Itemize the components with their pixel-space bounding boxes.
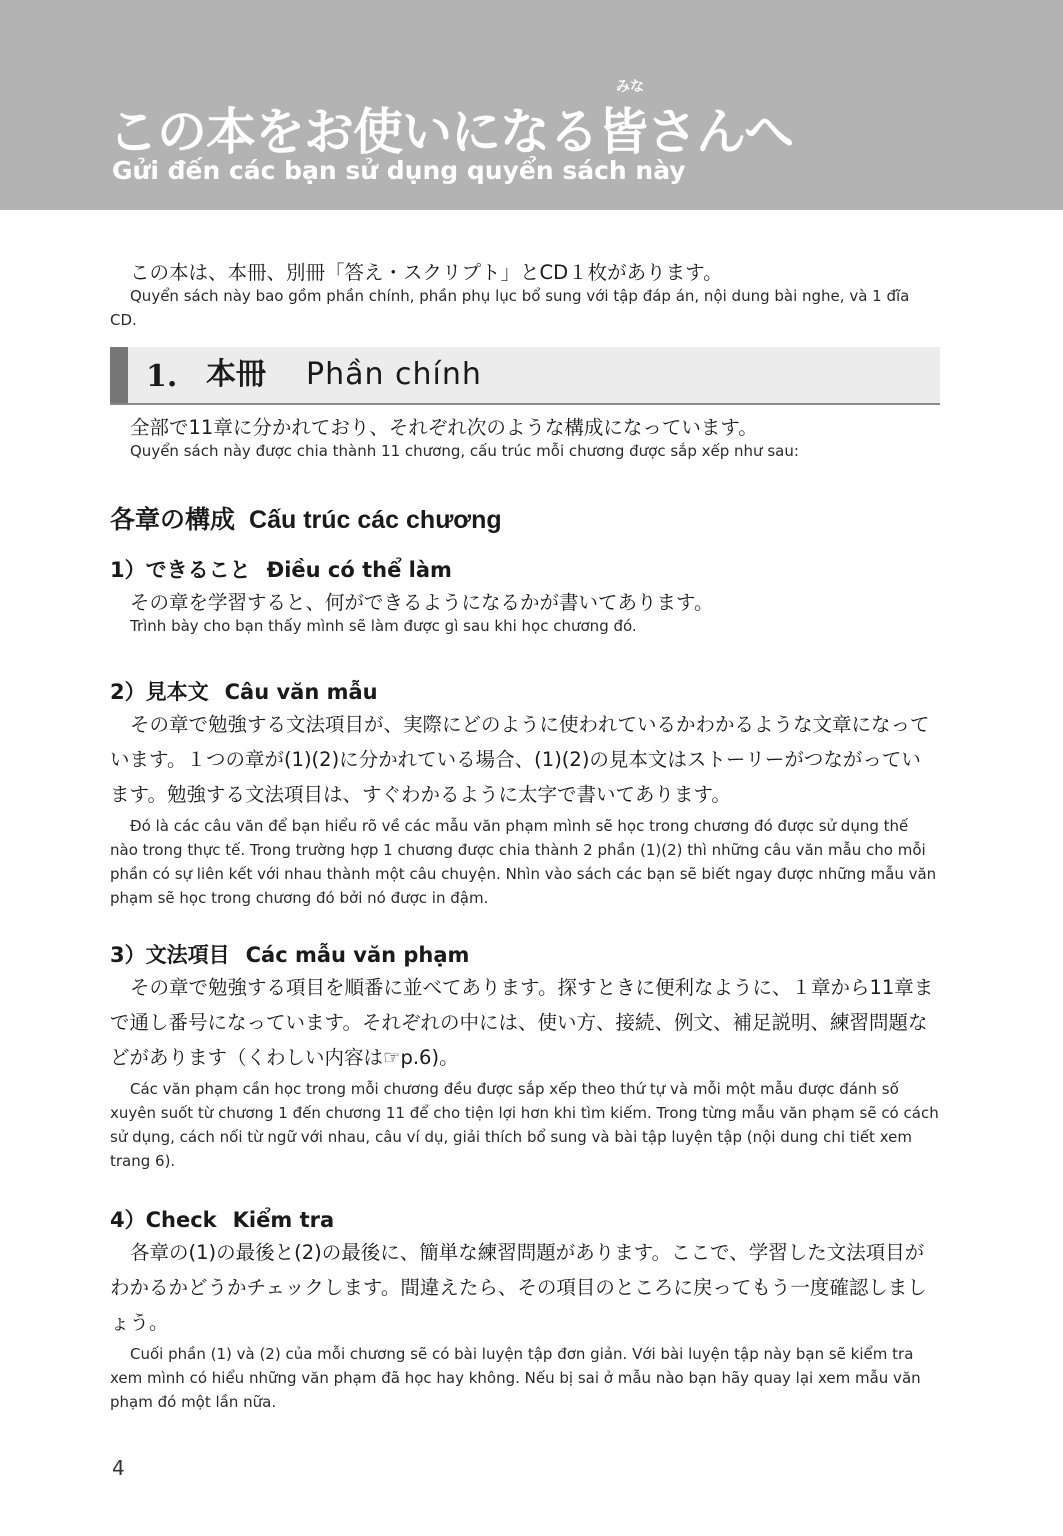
- intro-jp: この本は、本冊、別冊「答え・スクリプト」とCD１枚があります。: [130, 261, 723, 284]
- section-desc-vi: Quyển sách này được chia thành 11 chương, cấu trúc mỗi chương được sắp xếp như sau:: [130, 442, 799, 460]
- section-number: 1.: [146, 359, 178, 394]
- item-title-vi: Kiểm tra: [232, 1208, 335, 1232]
- item-number: 3）: [110, 943, 146, 967]
- section-heading-bar: [110, 347, 940, 405]
- item-heading: [110, 1205, 940, 1235]
- item-heading: [110, 677, 940, 707]
- item-title-jp: Check: [145, 1208, 217, 1232]
- item-body-vi: Các văn phạm cần học trong mỗi chương đều được sắp xếp theo thứ tự và mỗi một mẫu được đánh số xuyên suốt từ chương 1 đến chương 11 để cho tiện lợi hơn khi tìm kiếm. Trong từng mẫu văn phạm sẽ có cách sử dụng, cách nối từ ngữ với nhau, câu ví dụ, giải thích bổ sung và bài tập luyện tập (nội dung chi tiết xem trang 6).: [110, 1080, 939, 1170]
- page-title-vi: Gửi đến các bạn sử dụng quyển sách này: [112, 156, 686, 185]
- section-title-vi: Phần chính: [306, 357, 482, 392]
- item-number: 1）: [110, 558, 146, 582]
- section-title-jp: 本冊: [206, 357, 266, 392]
- section-desc: [110, 410, 940, 463]
- item-body-vi: Trình bày cho bạn thấy mình sẽ làm được gì sau khi học chương đó.: [130, 617, 637, 635]
- page-title-jp: この本をお使いになる皆さんへ: [108, 103, 793, 161]
- section-desc-jp: 全部で11章に分かれており、それぞれ次のような構成になっています。: [130, 416, 758, 439]
- intro-block: [110, 255, 940, 332]
- item-body-vi: Cuối phần (1) và (2) của mỗi chương sẽ có bài luyện tập đơn giản. Với bài luyện tập này bạn sẽ kiểm tra xem mình có hiểu những văn phạm đã học hay không. Nếu bị sai ở mẫu nào bạn hãy quay lại xem mẫu văn phạm đó một lần nữa.: [110, 1345, 921, 1411]
- item-title-jp: できること: [145, 558, 251, 582]
- title-ruby: みな: [616, 79, 644, 95]
- structure-title-vi: Cấu trúc các chương: [249, 506, 502, 534]
- item-title-vi: Điều có thể làm: [266, 558, 452, 582]
- item-title-vi: Các mẫu văn phạm: [245, 943, 470, 967]
- item-number: 2）: [110, 680, 146, 704]
- item-block: [110, 1205, 940, 1414]
- structure-title-jp: 各章の構成: [110, 505, 236, 534]
- page-header-band: [0, 0, 1063, 210]
- item-heading: [110, 940, 940, 970]
- item-title-jp: 文法項目: [145, 943, 230, 967]
- item-body-vi: Đó là các câu văn để bạn hiểu rõ về các mẫu văn phạm mình sẽ học trong chương đó được sử dụng thế nào trong thực tế. Trong trường hợp 1 chương được chia thành 2 phần (1)(2) thì những câu văn mẫu cho mỗi phần có sự liên kết với nhau thành một câu chuyện. Nhìn vào sách các bạn sẽ biết ngay được những mẫu văn phạm sẽ học trong chương đó bởi nó được in đậm.: [110, 817, 937, 907]
- section-stripe: [110, 347, 128, 403]
- item-body-jp: その章で勉強する項目を順番に並べてあります。探すときに便利なように、１章から11章まで通し番号になっています。それぞれの中には、使い方、接続、例文、補足説明、練習問題などがあります（くわしい内容は☞p.6)。: [110, 976, 934, 1069]
- item-number: 4）: [110, 1208, 146, 1232]
- intro-vi: Quyển sách này bao gồm phần chính, phần phụ lục bổ sung với tập đáp án, nội dung bài nghe, và 1 đĩa CD.: [110, 287, 910, 329]
- item-block: [110, 677, 940, 910]
- structure-heading: [110, 500, 940, 536]
- item-body-jp: 各章の(1)の最後と(2)の最後に、簡単な練習問題があります。ここで、学習した文法項目がわかるかどうかチェックします。間違えたら、その項目のところに戻ってもう一度確認しましょう。: [110, 1241, 927, 1334]
- item-body-jp: その章で勉強する文法項目が、実際にどのように使われているかわかるような文章になっています。１つの章が(1)(2)に分かれている場合、(1)(2)の見本文はストーリーがつながっています。勉強する文法項目は、すぐわかるように太字で書いてあります。: [110, 713, 930, 806]
- item-title-vi: Câu văn mẫu: [224, 680, 378, 704]
- item-block: [110, 940, 940, 1173]
- item-heading: [110, 555, 940, 585]
- page-number: 4: [112, 1456, 125, 1480]
- item-title-jp: 見本文: [145, 680, 209, 704]
- item-body-jp: その章を学習すると、何ができるようになるかが書いてあります。: [130, 591, 714, 614]
- item-block: [110, 555, 940, 638]
